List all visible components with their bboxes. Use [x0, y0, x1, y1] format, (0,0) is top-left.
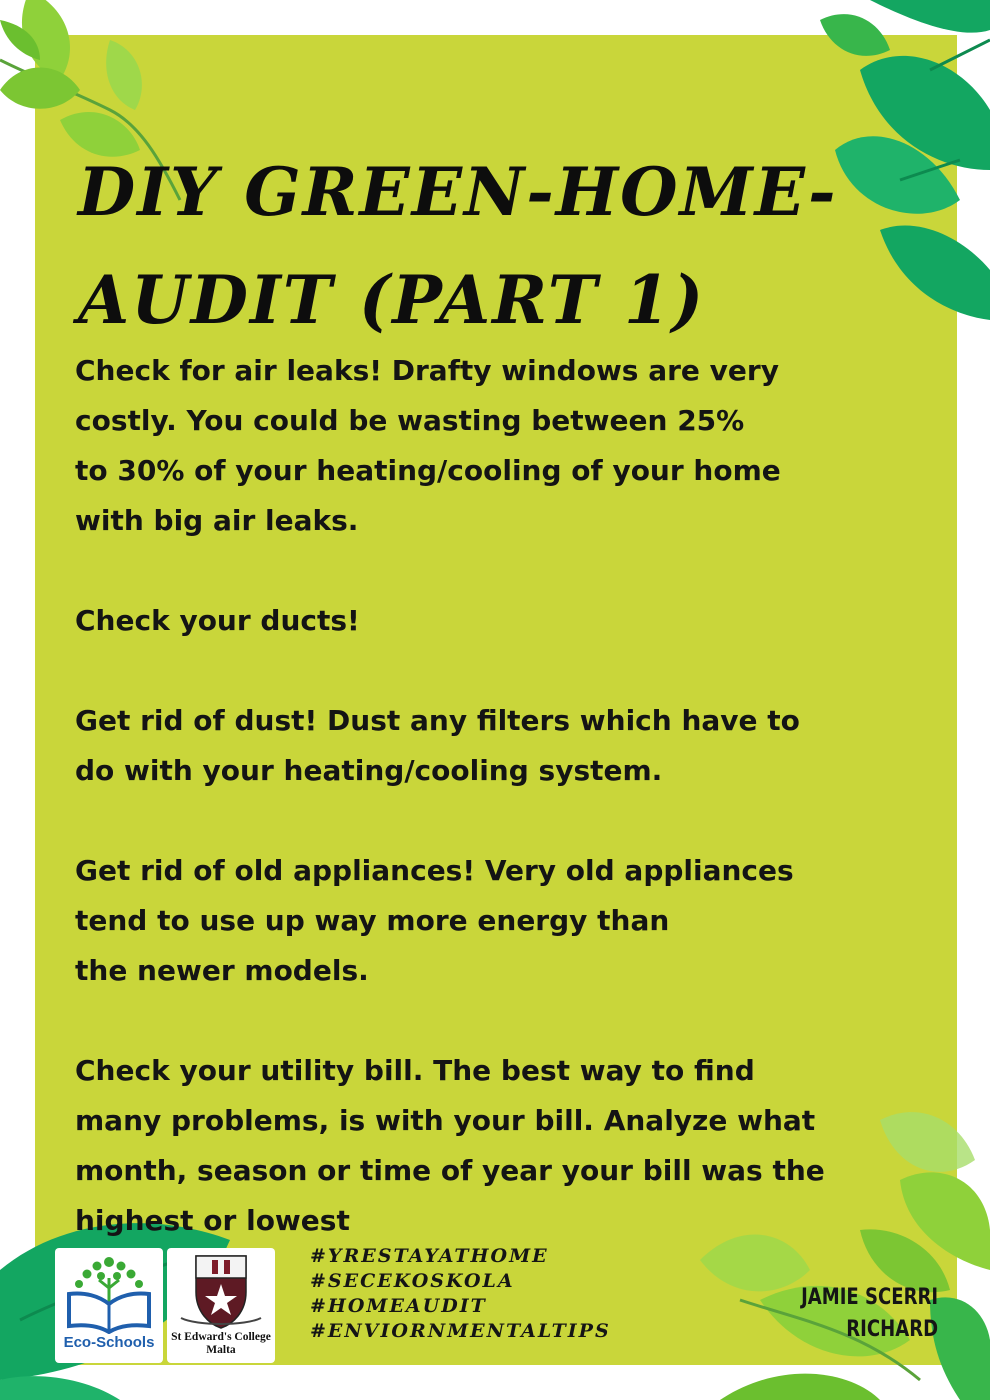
tip-line: with big air leaks. — [75, 504, 359, 537]
author-line: RICHARD — [846, 1317, 938, 1342]
tip-paragraph — [75, 346, 955, 546]
hashtag: #YRESTAYATHOME — [310, 1245, 549, 1267]
tip-line: the newer models. — [75, 954, 369, 987]
college-name — [167, 1331, 275, 1357]
tip-paragraph — [75, 696, 955, 796]
eco-schools-logo — [55, 1248, 163, 1363]
hashtag-list — [310, 1244, 611, 1344]
tip-line: costly. You could be wasting between 25% — [75, 404, 745, 437]
page-title — [78, 138, 958, 354]
tip-line: tend to use up way more energy than — [75, 904, 670, 937]
tip-line: Check your ducts! — [75, 604, 360, 637]
tree-book-icon — [55, 1248, 163, 1334]
tip-paragraph — [75, 1046, 955, 1246]
author-line: JAMIE SCERRI — [801, 1285, 938, 1310]
eco-schools-label: Eco-Schools — [63, 1334, 155, 1351]
tip-line: Check your utility bill. The best way to find — [75, 1054, 755, 1087]
college-name-line: St Edward's College — [171, 1331, 271, 1343]
crest-shield-icon — [167, 1248, 275, 1332]
tip-line: month, season or time of year your bill was the — [75, 1154, 825, 1187]
hashtag: #HOMEAUDIT — [310, 1295, 487, 1317]
tip-line: Get rid of dust! Dust any filters which have to — [75, 704, 800, 737]
tip-paragraph — [75, 846, 955, 996]
hashtag: #ENVIORNMENTALTIPS — [310, 1320, 611, 1342]
tip-paragraph — [75, 596, 955, 646]
tip-line: many problems, is with your bill. Analyze what — [75, 1104, 816, 1137]
tip-line: do with your heating/cooling system. — [75, 754, 663, 787]
title-line: AUDIT (PART 1) — [78, 261, 706, 339]
hashtag: #SECEKOSKOLA — [310, 1270, 515, 1292]
college-crest-logo — [167, 1248, 275, 1363]
tip-line: Get rid of old appliances! Very old appliances — [75, 854, 794, 887]
title-line: DIY GREEN-HOME- — [78, 153, 838, 231]
college-location: Malta — [206, 1344, 236, 1356]
author-name — [801, 1282, 938, 1346]
tip-line: highest or lowest — [75, 1204, 350, 1237]
tip-line: to 30% of your heating/cooling of your home — [75, 454, 781, 487]
tip-line: Check for air leaks! Drafty windows are very — [75, 354, 779, 387]
tips-body — [75, 346, 955, 1296]
